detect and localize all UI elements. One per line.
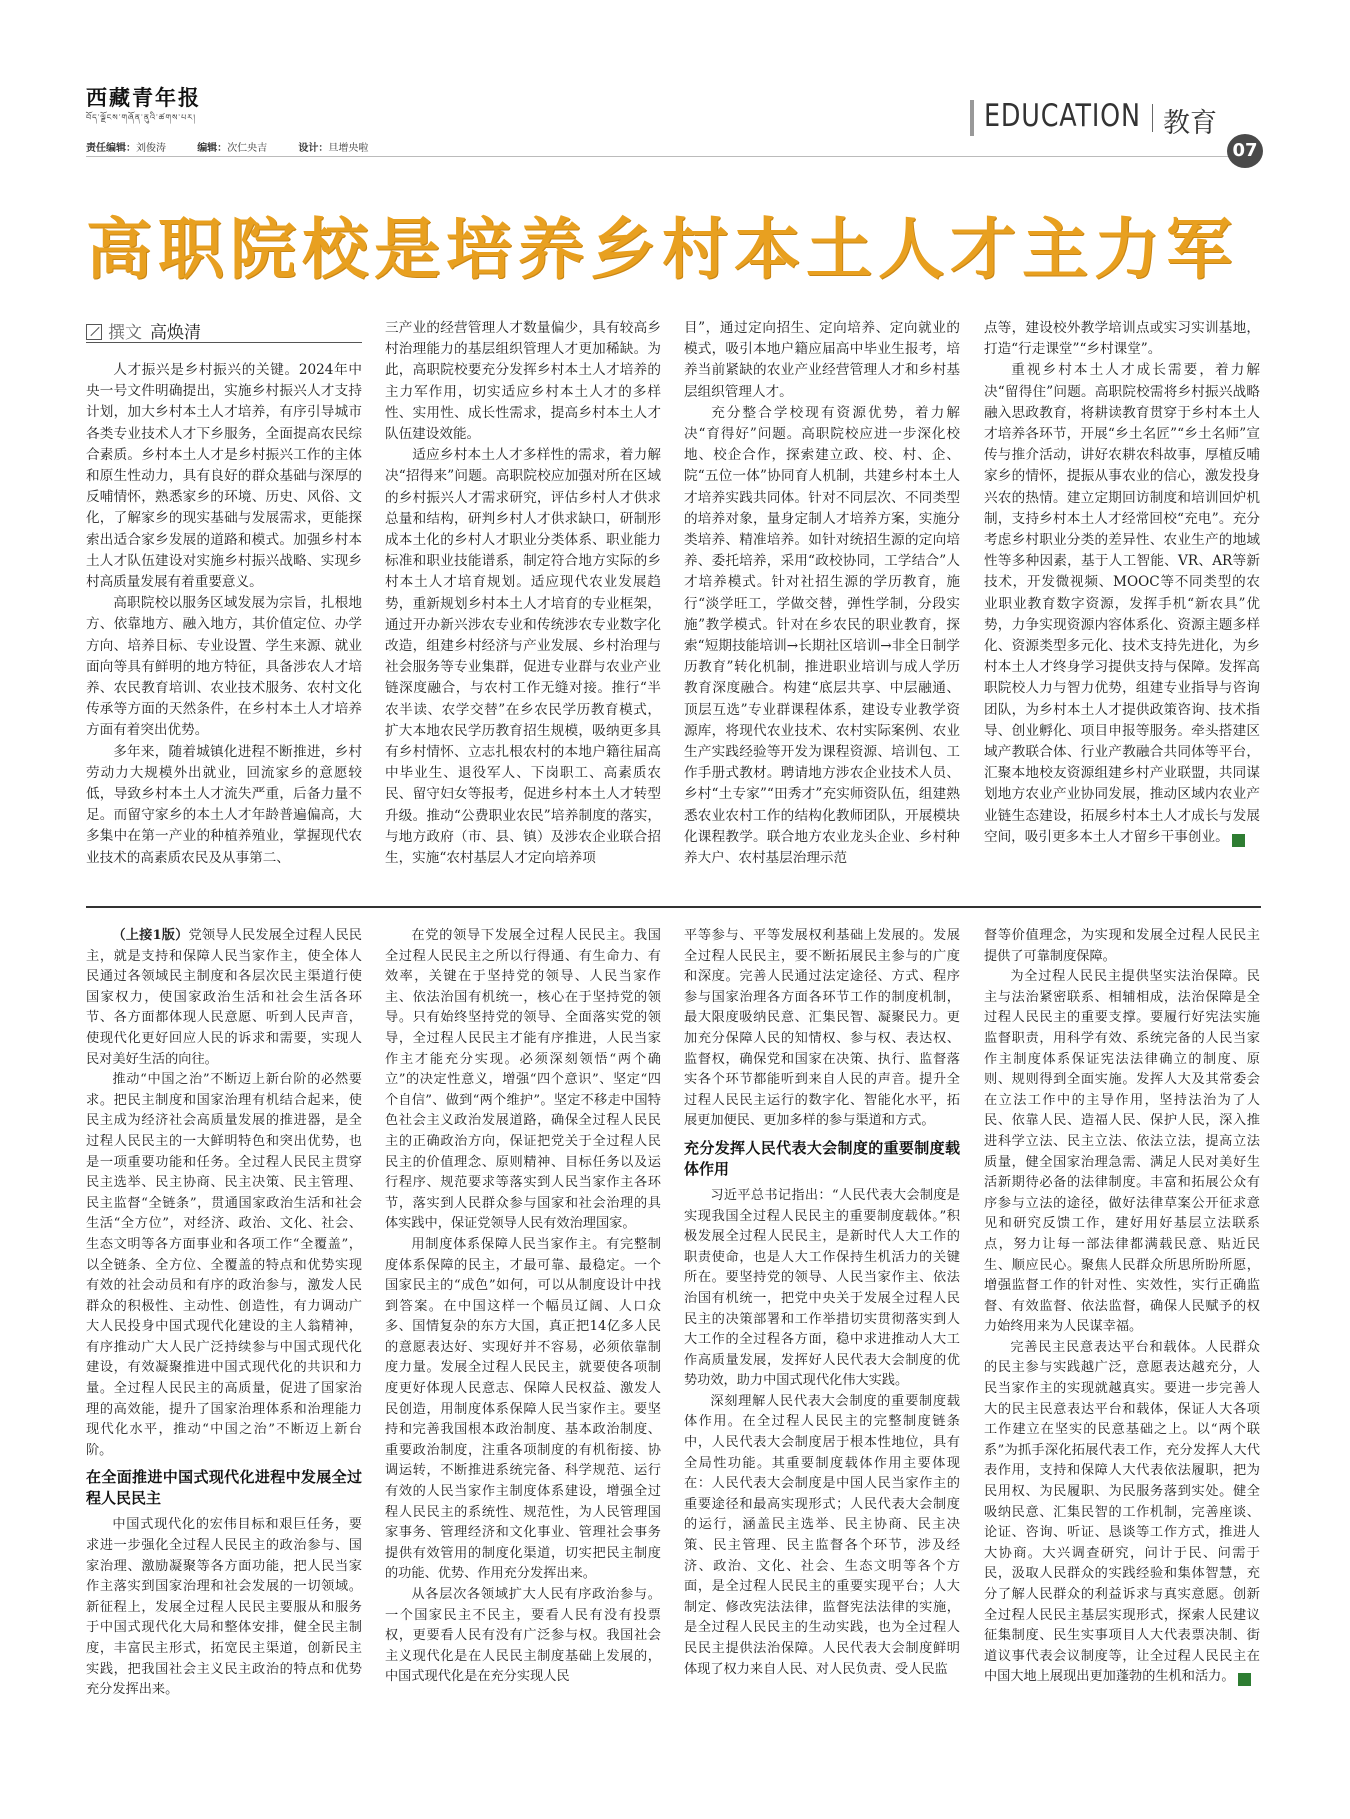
continued-label: （上接1版） (112, 928, 189, 943)
paragraph: 督等价值理念，为实现和发展全过程人民民主提供了可靠制度保障。 (984, 928, 1260, 964)
paragraph: 平等参与、平等发展权利基础上发展的。发展全过程人民民主，要不断拓展民主参与的广度和深度。完善人民通过法定途径、方式、程序参与国家治理各方面各环节工作的制度机制，最大限度吸纳民意、汇集民智、凝聚民力。更加充分保障人民的知情权、参与权、表达权、监督权，确保党和国家在决策、执行、监督落实各个环节都能听到来自人民的声音。提升全过程人民民主运行的数字化、智能化水平，拓展更加便民、更加多样的参与渠道和方式。 (684, 928, 960, 1129)
section-divider (1152, 104, 1153, 132)
paragraph: 充分整合学校现有资源优势，着力解决“育得好”问题。高职院校应进一步深化校地、校企合作，探索建立政、校、村、企、院“五位一体”协同育人机制，共建乡村本土人才培养实践共同体。针对不同层次、不同类型的培养对象，量身定制人才培养方案，实施分类培养、精准培养。如针对统招生源的定向培养、委托培养，采用“政校协同，工学结合”人才培养模式。针对社招生源的学历教育，施行“淡学旺工，学做交替，弹性学制，分段实施”教学模式。针对在乡农民的职业教育，探索“短期技能培训→长期社区培训→非全日制学历教育”转化机制，推进职业培训与成人学历教育深度融合。构建“底层共享、中层融通、顶层互选”专业群课程体系，建设专业教学资源库，将现代农业技术、农村实际案例、农业生产实践经验等开发为课程资源、培训包、工作手册式教材。聘请地方涉农企业技术人员、乡村“土专家”“田秀才”充实师资队伍，组建熟悉农业农村工作的结构化教师团队，开展模块化课程教学。联合地方农业龙头企业、乡村种养大户、农村基层治理示范 (684, 404, 960, 867)
paragraph: 完善民主民意表达平台和载体。人民群众的民主参与实践越广泛，意愿表达越充分，人民当家作主的实现就越真实。要进一步完善人大的民主民意表达平台和载体，保证人大各项工作建立在坚实的民意基础之上。以“两个联系”为抓手深化拓展代表工作，充分发挥人大代表作用，支持和保障人大代表依法履职，把为民用权、为民履职、为民服务落到实处。健全吸纳民意、汇集民智的工作机制，完善座谈、论证、咨询、听证、恳谈等工作方式，推进人大协商。大兴调查研究，问计于民、问需于民，汲取人民群众的实践经验和集体智慧，充分了解人民群众的利益诉求与真实意愿。创新全过程人民民主基层实现形式，探索人民建议征集制度、民生实事项目人大代表票决制、街道议事代表会议制度等，让全过程人民民主在中国大地上展现出更加蓬勃的生机和活力。 Y (984, 1339, 1270, 1685)
section-title-en: EDUCATION (984, 98, 1141, 134)
paragraph: 人才振兴是乡村振兴的关键。2024年中央一号文件明确提出，实施乡村振兴人才支持计划，加大乡村本土人才培养，有序引导城市各类专业技术人才下乡服务，全面提高农民综合素质。乡村本土人才是乡村振兴工作的主体和原生性动力，具有良好的群众基础与深厚的反哺情怀，熟悉家乡的环境、历史、风俗、文化，了解家乡的现实基础与发展需求，更能探索出适合家乡发展的道路和模式。加强乡村本土人才队伍建设对实施乡村振兴战略、实现乡村高质量发展有着重要意义。 (86, 362, 362, 591)
section-heading: 充分发挥人民代表大会制度的重要制度载体作用 (684, 1138, 960, 1178)
article1-column-2 (385, 318, 661, 869)
article1-column-1 (86, 360, 362, 869)
credit-chief-editor: 责任编辑：刘俊涛 (86, 143, 166, 154)
paragraph: 习近平总书记指出：“人民代表大会制度是实现我国全过程人民民主的重要制度载体。”积极发展全过程人民民主，是新时代人大工作的职责使命，也是人大工作保持生机活力的关键所在。要坚持党的领导、人民当家作主、依法治国有机统一，把党中央关于发展全过程人民民主的决策部署和工作举措切实贯彻落实到人大工作的全过程各方面，稳中求进推动人大工作高质量发展，发挥好人民代表大会制度的优势功效，助力中国式现代化伟大实践。 (684, 1187, 960, 1389)
end-mark-icon: Y (1238, 1673, 1251, 1686)
paragraph: 高职院校以服务区域发展为宗旨，扎根地方、依靠地方、融入地方，其价值定位、办学方向、培养目标、专业设置、学生来源、就业面向等具有鲜明的地方特征，具备涉农人才培养、农民教育培训、农业技术服务、农村文化传承等方面的天然条件，在乡村本土人才培养方面有着突出优势。 (86, 595, 362, 739)
paragraph: 多年来，随着城镇化进程不断推进，乡村劳动力大规模外出就业，回流家乡的意愿较低，导致乡村本土人才流失严重，后备力量不足。而留守家乡的本土人才年龄普遍偏高，大多集中在第一产业的种植养殖业，掌握现代农业技术的高素质农民及从事第二、 (86, 743, 362, 866)
publication-tibetan-name: བོད་ལྗོངས་གཞོན་ནུའི་ཚགས་པར། (86, 113, 196, 122)
article-headline: 高职院校是培养乡村本土人才主力军 (86, 211, 1238, 288)
section-bar (970, 100, 974, 136)
paragraph: 适应乡村本土人才多样性的需求，着力解决“招得来”问题。高职院校应加强对所在区域的乡村振兴人才需求研究，评估乡村人才供求总量和结构，研判乡村人才供求缺口，研制形成本土化的乡村人才职业分类体系、职业能力标准和职业技能谱系，制定符合地方实际的乡村本土人才培育规划。适应现代农业发展趋势，重新规划乡村本土人才培育的专业框架，通过开办新兴涉农专业和传统涉农专业数字化改造，组建乡村经济与产业发展、乡村治理与社会服务等专业集群，促进专业群与农业产业链深度融合，与农村工作无缝对接。推行“半农半读、农学交替”在乡农民学历教育模式，扩大本地农民学历教育招生规模，吸纳更多具有乡村情怀、立志扎根农村的本地户籍往届高中毕业生、退役军人、下岗职工、高素质农民、留守妇女等报考，促进乡村本土人才转型升级。推动“公费职业农民”培养制度的落实，与地方政府（市、县、镇）及涉农企业联合招生，实施“农村基层人才定向培养项 (385, 447, 661, 867)
paragraph: 三产业的经营管理人才数量偏少，具有较高乡村治理能力的基层组织管理人才更加稀缺。为此，高职院校要充分发挥乡村本土人才培养的主力军作用，切实适应乡村本土人才的多样性、实用性、成长性需求，提高乡村本土人才队伍建设效能。 (385, 320, 661, 443)
article2-column-2 (385, 926, 661, 1688)
byline: 撰文 高焕清 (86, 318, 201, 343)
article1-column-4 (984, 318, 1265, 848)
editor-credits (86, 139, 396, 154)
article2-column-3 (684, 926, 960, 1680)
header-rule (86, 156, 1261, 157)
credit-designer: 设计：旦增央啦 (298, 143, 369, 154)
paragraph: 用制度体系保障人民当家作主。有完整制度体系保障的民主，才最可靠、最稳定。一个国家民主的“成色”如何，可以从制度设计中找到答案。在中国这样一个幅员辽阔、人口众多、国情复杂的东方大国，真正把14亿多人民的意愿表达好、实现好并不容易，必须依靠制度力量。发展全过程人民民主，就要使各项制度更好体现人民意志、保障人民权益、激发人民创造，用制度体系保障人民当家作主。要坚持和完善我国根本政治制度、基本政治制度、重要政治制度，注重各项制度的有机衔接、协调运转，不断推进系统完备、科学规范、运行有效的人民当家作主制度体系建设，增强全过程人民民主的系统性、规范性，为人民管理国家事务、管理经济和文化事业、管理社会事务提供有效管用的制度化渠道，切实把民主制度的功能、优势、作用充分发挥出来。 (385, 1236, 661, 1582)
paragraph: 中国式现代化的宏伟目标和艰巨任务，要求进一步强化全过程人民民主的政治参与、国家治理、激励凝聚等各方面功能，把人民当家作主落实到国家治理和社会发展的一切领域。新征程上，发展全过程人民民主要服从和服务于中国式现代化大局和整体安排，健全民主制度，丰富民主形式，拓宽民主渠道，创新民主实践，把我国社会主义民主政治的特点和优势充分发挥出来。 (86, 1517, 362, 1698)
publication-name: 西藏青年报 (86, 85, 201, 110)
paragraph: 点等，建设校外教学培训点或实习实训基地，打造“行走课堂”“乡村课堂”。 (984, 320, 1260, 358)
article1-column-3 (684, 318, 960, 869)
paragraph: 深刻理解人民代表大会制度的重要制度载体作用。在全过程人民民主的完整制度链条中，人民代表大会制度居于根本性地位，具有全局性功能。其重要制度载体作用主要体现在：人民代表大会制度是中国人民当家作主的重要途径和最高实现形式；人民代表大会制度的运行，涵盖民主选举、民主协商、民主决策、民主管理、民主监督各个环节，涉及经济、政治、文化、社会、生态文明等各个方面，是全过程人民民主的重要实现平台；人大制定、修改宪法法律，监督宪法法律的实施，是全过程人民民主的生动实践，也为全过程人民民主提供法治保障。人民代表大会制度鲜明体现了权力来自人民、对人民负责、受人民监 (684, 1393, 960, 1677)
article2-column-1 (86, 926, 362, 1701)
section-heading: 在全面推进中国式现代化进程中发展全过程人民民主 (86, 1468, 362, 1508)
article2-column-4 (984, 926, 1270, 1688)
paragraph: 目”，通过定向招生、定向培养、定向就业的模式，吸引本地户籍应届高中毕业生报考，培养当前紧缺的农业产业经营管理人才和乡村基层组织管理人才。 (684, 320, 960, 400)
article-divider (86, 906, 1261, 908)
page-number-badge: 07 (1227, 134, 1263, 168)
paragraph: 在党的领导下发展全过程人民民主。我国全过程人民民主之所以行得通、有生命力、有效率，关键在于坚持党的领导、人民当家作主、依法治国有机统一，核心在于坚持党的领导。只有始终坚持党的领导、全面落实党的领导，全过程人民民主才能有序推进，人民当家作主才能充分实现。必须深刻领悟“两个确立”的决定性意义，增强“四个意识”、坚定“四个自信”、做到“两个维护”。坚定不移走中国特色社会主义政治发展道路，确保全过程人民民主的正确政治方向，保证把党关于全过程人民民主的价值理念、原则精神、目标任务以及运行程序、规范要求等落实到人民当家作主各环节，落实到人民群众参与国家和社会治理的具体实践中，保证党领导人民有效治理国家。 (385, 928, 661, 1232)
paragraph: 重视乡村本土人才成长需要，着力解决“留得住”问题。高职院校需将乡村振兴战略融入思政教育，将耕读教育贯穿于乡村本土人才培养各环节，开展“乡土名匠”“乡土名师”宣传与推介活动，讲好农耕农科故事，厚植反哺家乡的情怀，提振从事农业的信心，激发投身兴农的热情。建立定期回访制度和培训回炉机制，支持乡村本土人才经常回校“充电”。充分考虑乡村职业分类的差异性、农业生产的地域性等多种因素，基于人工智能、VR、AR等新技术，开发微视频、MOOC等不同类型的农业职业教育数字资源，发挥手机“新农具”优势，力争实现资源内容体系化、资源主题多样化、资源类型多元化、技术支持先进化，为乡村本土人才终身学习提供支持与保障。发挥高职院校人力与智力优势，组建专业指导与咨询团队，为乡村本土人才提供政策咨询、技术指导、创业孵化、项目申报等服务。牵头搭建区域产教联合体、行业产教融合共同体等平台，汇聚本地校友资源组建乡村产业联盟，共同谋划地方农业产业协同发展，推动区域内农业产业链生态建设，拓展乡村本土人才成长与发展空间，吸引更多本土人才留乡干事创业。 Y (984, 362, 1265, 845)
section-title-cn: 教育 (1163, 108, 1217, 139)
paragraph: （上接1版）党领导人民发展全过程人民民主，就是支持和保障人民当家作主，使全体人民通过各领域民主制度和各层次民主渠道行使国家权力，使国家政治生活和社会生活各环节、各方面都体现人民意愿、听到人民声音，使现代化更好回应人民的诉求和需要，实现人民对美好生活的向往。 (86, 928, 362, 1067)
byline-rule (86, 342, 362, 343)
paragraph: 从各层次各领域扩大人民有序政治参与。一个国家民主不民主，要看人民有没有投票权，更要看人民有没有广泛参与权。我国社会主义现代化是在人民民主制度基础上发展的，中国式现代化是在充分实现人民 (385, 1587, 661, 1685)
credit-editor: 编辑：次仁央吉 (197, 143, 268, 154)
paragraph: 为全过程人民民主提供坚实法治保障。民主与法治紧密联系、相辅相成，法治保障是全过程人民民主的重要支撑。要履行好宪法实施监督职责，用科学有效、系统完备的人民当家作主制度体系保证宪法法律确立的制度、原则、规则得到全面实施。发挥人大及其常委会在立法工作中的主导作用，坚持法治为了人民、依靠人民、造福人民、保护人民，深入推进科学立法、民主立法、依法立法，提高立法质量，健全国家治理急需、满足人民对美好生活新期待必备的法律制度。丰富和拓展公众有序参与立法的途径，做好法律草案公开征求意见和研究反馈工作，建好用好基层立法联系点，努力让每一部法律都满载民意、贴近民生、顺应民心。聚焦人民群众所思所盼所愿，增强监督工作的针对性、实效性，实行正确监督、有效监督、依法监督，确保人民赋予的权力始终用来为人民谋幸福。 (984, 969, 1260, 1335)
author-name: 高焕清 (150, 323, 201, 343)
pen-icon (86, 324, 102, 340)
end-mark-icon: Y (1232, 834, 1245, 847)
paragraph: 推动“中国之治”不断迈上新台阶的必然要求。把民主制度和国家治理有机结合起来，使民主成为经济社会高质量发展的推进器，是全过程人民民主的一大鲜明特色和突出优势，也是一项重要功能和任务。全过程人民民主贯穿民主选举、民主协商、民主决策、民主管理、民主监督“全链条”，贯通国家政治生活和社会生活“全方位”，对经济、政治、文化、社会、生态文明等各方面事业和各项工作“全覆盖”，以全链条、全方位、全覆盖的特点和优势实现有效的社会动员和有序的政治参与，激发人民群众的积极性、主动性、创造性，有力调动广大人民投身中国式现代化建设的主人翁精神，有序推动广大人民广泛持续参与中国式现代化建设，有效凝聚推进中国式现代化的共识和力量。全过程人民民主的高质量，促进了国家治理的高效能，提升了国家治理体系和治理能力现代化水平，推动“中国之治”不断迈上新台阶。 (86, 1072, 362, 1458)
